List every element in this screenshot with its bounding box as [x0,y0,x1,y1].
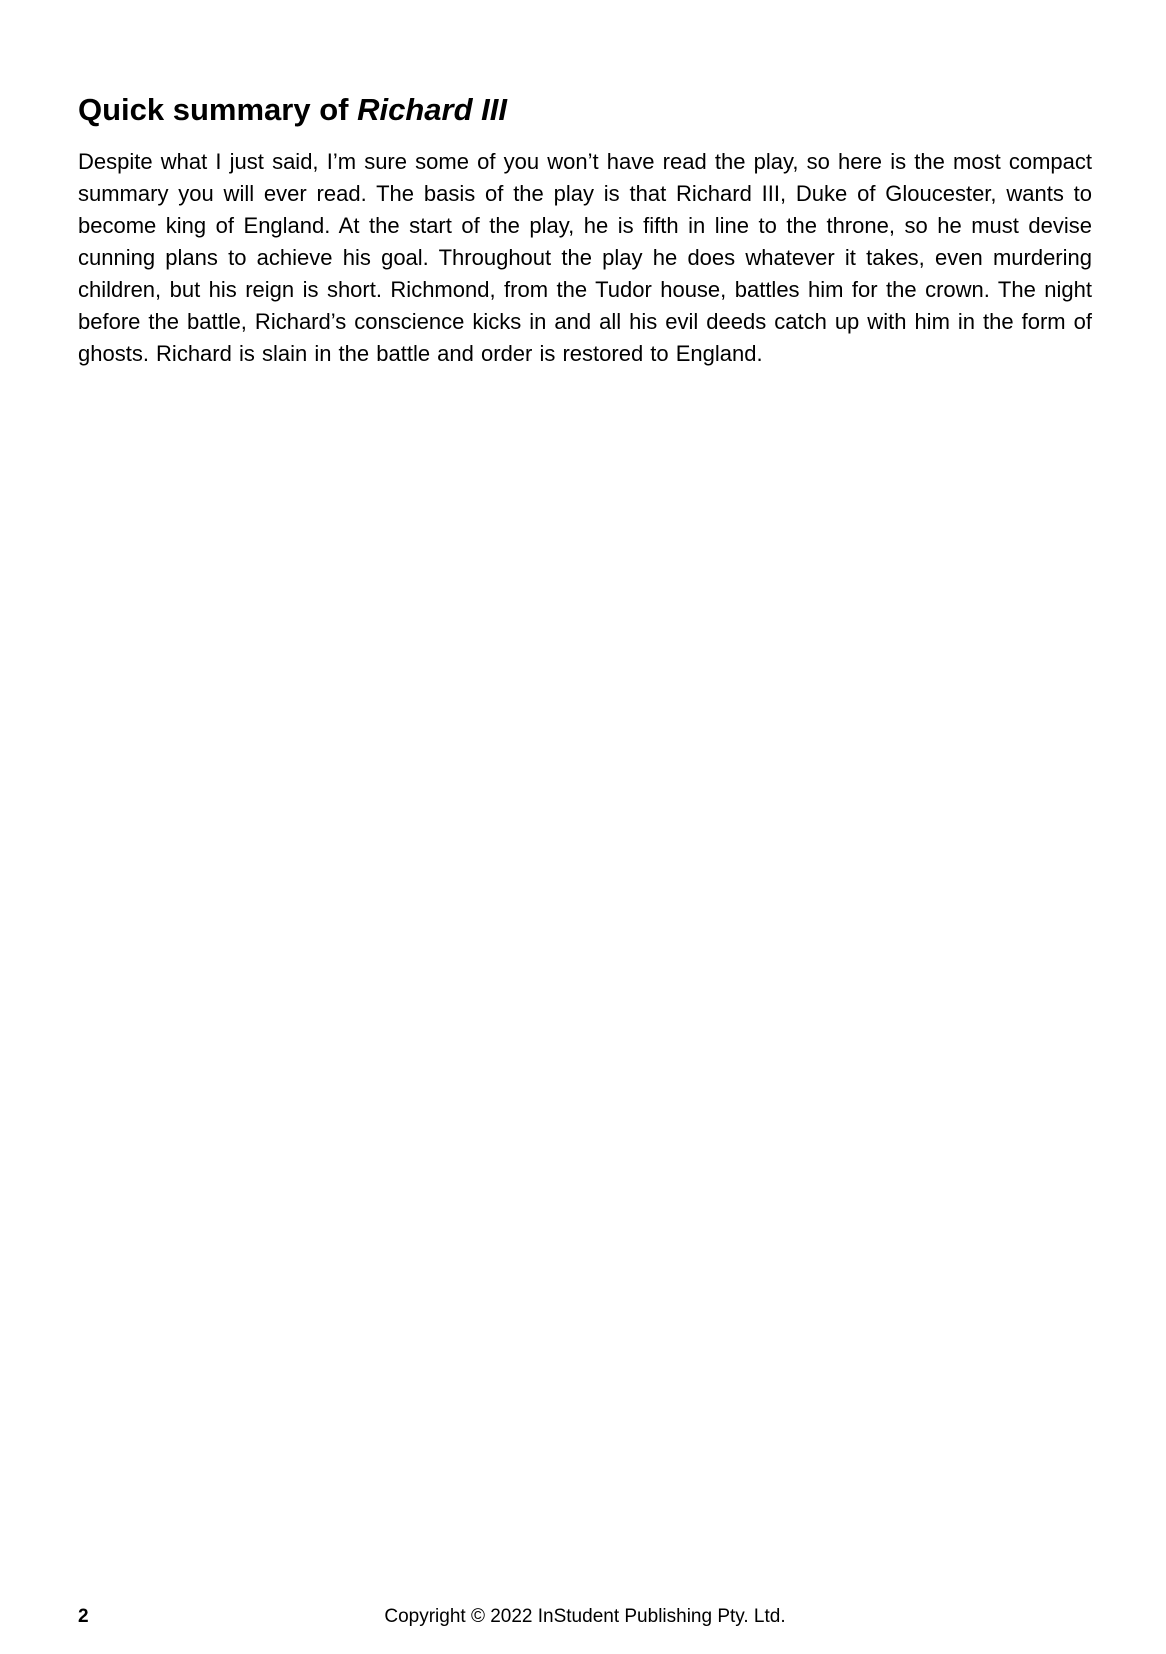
page-number: 2 [78,1606,89,1627]
page-title [78,92,1092,128]
page-title-work-name: Richard III [357,92,507,127]
page-footer [78,1606,1092,1630]
page-title-prefix: Quick summary of [78,92,358,127]
page-content [78,92,1092,370]
summary-paragraph: Despite what I just said, I’m sure some of you won’t have read the play, so here is the most compact summary you will ever read. The basis of the play is that Richard III, Duke of Gloucester, wants to become king of England. At the start of the play, he is fifth in line to the throne, so he must devise cunning plans to achieve his goal. Throughout the play he does whatever it takes, even murdering children, but his reign is short. Richmond, from the Tudor house, battles him for the crown. The night before the battle, Richard’s conscience kicks in and all his evil deeds catch up with him in the form of ghosts. Richard is slain in the battle and order is restored to England. [78,149,1092,366]
copyright-notice: Copyright © 2022 InStudent Publishing Pty. Ltd. [384,1606,786,1627]
